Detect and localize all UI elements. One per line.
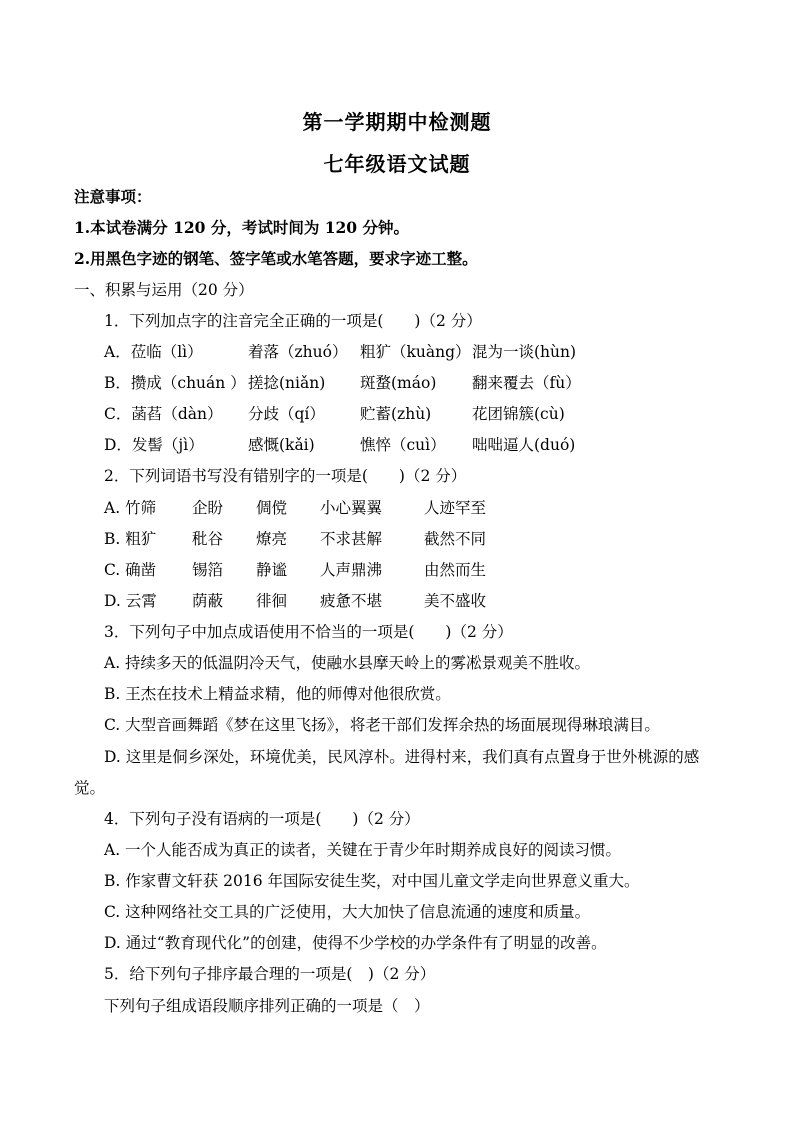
q2-a-word-4: 小心翼翼	[320, 499, 383, 517]
q2-option-d	[104, 591, 724, 611]
q3-option-c: C. 大型音画舞蹈《梦在这里飞扬》，将老干部们发挥余热的场面展现得琳琅满目。	[104, 716, 660, 734]
exam-subtitle: 七年级语文试题	[323, 152, 471, 176]
q4-option-c: C. 这种网络社交工具的广泛使用，大大加快了信息流通的速度和质量。	[104, 903, 591, 921]
q1-option-d	[104, 435, 724, 455]
q2-b-word-4: 不求甚解	[320, 530, 383, 548]
q2-d-word-4: 疲惫不堪	[320, 592, 383, 610]
q3-stem: 3．下列句子中加点成语使用不恰当的一项是( )（2 分）	[104, 623, 513, 641]
q1-a-word-2: 着落（zhuó）	[248, 343, 348, 361]
q2-b-word-5: 截然不同	[424, 530, 487, 548]
exam-title: 第一学期期中检测题	[302, 110, 492, 134]
q3-option-a: A. 持续多天的低温阴冷天气，使融水县摩天岭上的雾凇景观美不胜收。	[104, 654, 591, 672]
q2-a-word-1: A. 竹筛	[104, 499, 157, 517]
notes-item-2: 2.用黑色字迹的钢笔、签字笔或水笔答题，要求字迹工整。	[74, 249, 478, 268]
q1-d-word-2: 感慨(kǎi)	[248, 436, 315, 454]
q4-option-b: B. 作家曹文轩获 2016 年国际安徒生奖，对中国儿童文学走向世界意义重大。	[104, 872, 640, 890]
q2-d-word-5: 美不盛收	[424, 592, 487, 610]
q1-a-word-3: 粗犷（kuàng）	[360, 343, 471, 361]
q3-option-d-continued: 觉。	[74, 779, 106, 797]
q2-c-word-1: C. 确凿	[104, 561, 157, 579]
q1-b-word-3: 斑蝥(máo)	[360, 374, 437, 392]
q2-option-b	[104, 529, 724, 549]
q4-option-d: D. 通过“教育现代化”的创建，使得不少学校的办学条件有了明显的改善。	[104, 934, 607, 952]
q2-a-word-5: 人迹罕至	[424, 499, 487, 517]
q1-d-word-1: D．发髻（jì）	[104, 436, 204, 454]
q1-b-word-4: 翻来覆去（fù）	[472, 374, 581, 392]
q1-a-word-1: A．莅临（lì）	[104, 343, 203, 361]
notes-item-1: 1.本试卷满分 120 分，考试时间为 120 分钟。	[74, 218, 409, 237]
section-1-heading: 一、积累与运用（20 分）	[74, 281, 254, 299]
q1-b-word-2: 搓捻(niǎn)	[248, 374, 326, 392]
q2-option-c	[104, 560, 724, 580]
q1-option-a	[104, 342, 724, 362]
q1-c-word-4: 花团锦簇(cù)	[472, 405, 565, 423]
q2-stem: 2．下列词语书写没有错别字的一项是( )（2 分）	[104, 467, 467, 485]
q2-c-word-5: 由然而生	[424, 561, 487, 579]
q2-b-word-2: 秕谷	[192, 530, 224, 548]
q1-stem: 1．下列加点字的注音完全正确的一项是( )（2 分）	[104, 312, 482, 330]
q5-subprompt: 下列句子组成语段顺序排列正确的一项是（ ）	[104, 997, 430, 1015]
q1-c-word-2: 分歧（qí）	[248, 405, 325, 423]
q2-b-word-1: B. 粗犷	[104, 530, 157, 548]
q1-option-c	[104, 404, 724, 424]
q5-stem: 5．给下列句子排序最合理的一项是( )（2 分）	[104, 965, 436, 983]
q1-b-word-1: B．攒成（chuán ）	[104, 374, 246, 392]
q1-option-b	[104, 373, 724, 393]
q1-d-word-3: 憔悴（cuì）	[360, 436, 446, 454]
q2-d-word-1: D. 云霄	[104, 592, 157, 610]
q1-c-word-3: 贮蓄(zhù)	[360, 405, 432, 423]
q2-d-word-3: 徘徊	[256, 592, 288, 610]
q3-option-b: B. 王杰在技术上精益求精，他的师傅对他很欣赏。	[104, 685, 451, 703]
q2-a-word-3: 倜傥	[256, 499, 288, 517]
q1-c-word-1: C．菡萏（dàn）	[104, 405, 223, 423]
q1-a-word-4: 混为一谈(hùn)	[472, 343, 577, 361]
q4-option-a: A. 一个人能否成为真正的读者，关键在于青少年时期养成良好的阅读习惯。	[104, 841, 622, 859]
q2-option-a	[104, 498, 724, 518]
q2-c-word-3: 静谧	[256, 561, 288, 579]
q3-option-d: D. 这里是侗乡深处，环境优美，民风淳朴。进得村来，我们真有点置身于世外桃源的感	[104, 748, 700, 766]
notes-heading: 注意事项：	[74, 187, 152, 206]
q1-d-word-4: 咄咄逼人(duó)	[472, 436, 576, 454]
q2-b-word-3: 燎亮	[256, 530, 288, 548]
q2-a-word-2: 企盼	[192, 499, 224, 517]
q2-d-word-2: 荫蔽	[192, 592, 224, 610]
q2-c-word-4: 人声鼎沸	[320, 561, 383, 579]
q2-c-word-2: 锡箔	[192, 561, 224, 579]
q4-stem: 4．下列句子没有语病的一项是( )（2 分）	[104, 810, 420, 828]
